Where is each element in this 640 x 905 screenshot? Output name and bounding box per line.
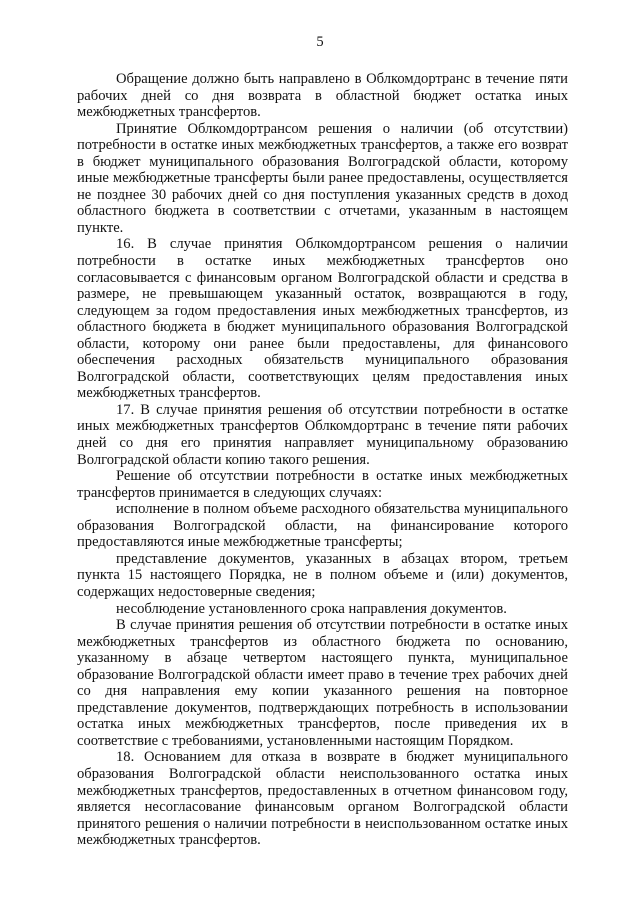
paragraph-resubmission-right: В случае принятия решения об отсутствии потребности в остатке иных межбюджетных трансфертов из областного бюджета по основанию, указанному в абзаце четвертом настоящего пункта, муниципальное образование Волгоградской области имеет право в течение трех рабочих дней со дня направления ему копии указанного решения на повторное представление документов, подтверждающих потребность в использовании остатка иных межбюджетных трансфертов, после приведения их в соответствие с требованиями, установленными настоящим Порядком.: [77, 617, 568, 749]
paragraph-case-deadline-missed: несоблюдение установленного срока направления документов.: [116, 600, 507, 617]
document-body: [77, 71, 568, 849]
paragraph-refusal-cases-intro: Решение об отсутствии потребности в остатке иных межбюджетных трансфертов принимается в следующих случаях:: [77, 468, 568, 501]
paragraph-appeal-deadline: Обращение должно быть направлено в Облкомдортранс в течение пяти рабочих дней со дня возврата в областной бюджет остатка иных межбюджетных трансфертов.: [77, 71, 568, 121]
page-number: 5: [316, 34, 324, 50]
paragraph-item-17: 17. В случае принятия решения об отсутствии потребности в остатке иных межбюджетных трансфертов Облкомдортранс в течение пяти рабочих дней со дня его принятия направляет муниципальному образованию Волгоградской области копию такого решения.: [77, 401, 568, 468]
paragraph-decision-timing: Принятие Облкомдортрансом решения о наличии (об отсутствии) потребности в остатке иных межбюджетных трансфертов, а также его возврат в бюджет муниципального образования Волгоградской области, которому иные межбюджетные трансферты были ранее предоставлены, осуществляется не позднее 30 рабочих дней со дня поступления указанных средств в доход областного бюджета в соответствии с отчетами, указанным в настоящем пункте.: [77, 120, 568, 236]
paragraph-item-18: 18. Основанием для отказа в возврате в бюджет муниципального образования Волгоградской области неиспользованного остатка иных межбюджетных трансфертов, предоставленных в отчетном финансовом году, является несогласование финансовым органом Волгоградской области принятого решения о наличии потребности в неиспользованном остатке иных межбюджетных трансфертов.: [77, 749, 568, 849]
paragraph-case-incomplete-documents: представление документов, указанных в абзацах втором, третьем пункта 15 настоящего Порядка, не в полном объеме и (или) документов, содержащих недостоверные сведения;: [77, 550, 568, 600]
paragraph-case-full-execution: исполнение в полном объеме расходного обязательства муниципального образования Волгоградской области, на финансирование которого предоставляются иные межбюджетные трансферты;: [77, 501, 568, 551]
paragraph-item-16: 16. В случае принятия Облкомдортрансом решения о наличии потребности в остатке иных межбюджетных трансфертов оно согласовывается с финансовым органом Волгоградской области и средства в размере, не превышающем указанный остаток, возвращаются в году, следующем за годом предоставления иных межбюджетных трансфертов, из областного бюджета в бюджет муниципального образования Волгоградской области, которому они ранее были предоставлены, для финансового обеспечения расходных обязательств муниципального образования Волгоградской области, соответствующих целям предоставления иных межбюджетных трансфертов.: [77, 236, 568, 402]
